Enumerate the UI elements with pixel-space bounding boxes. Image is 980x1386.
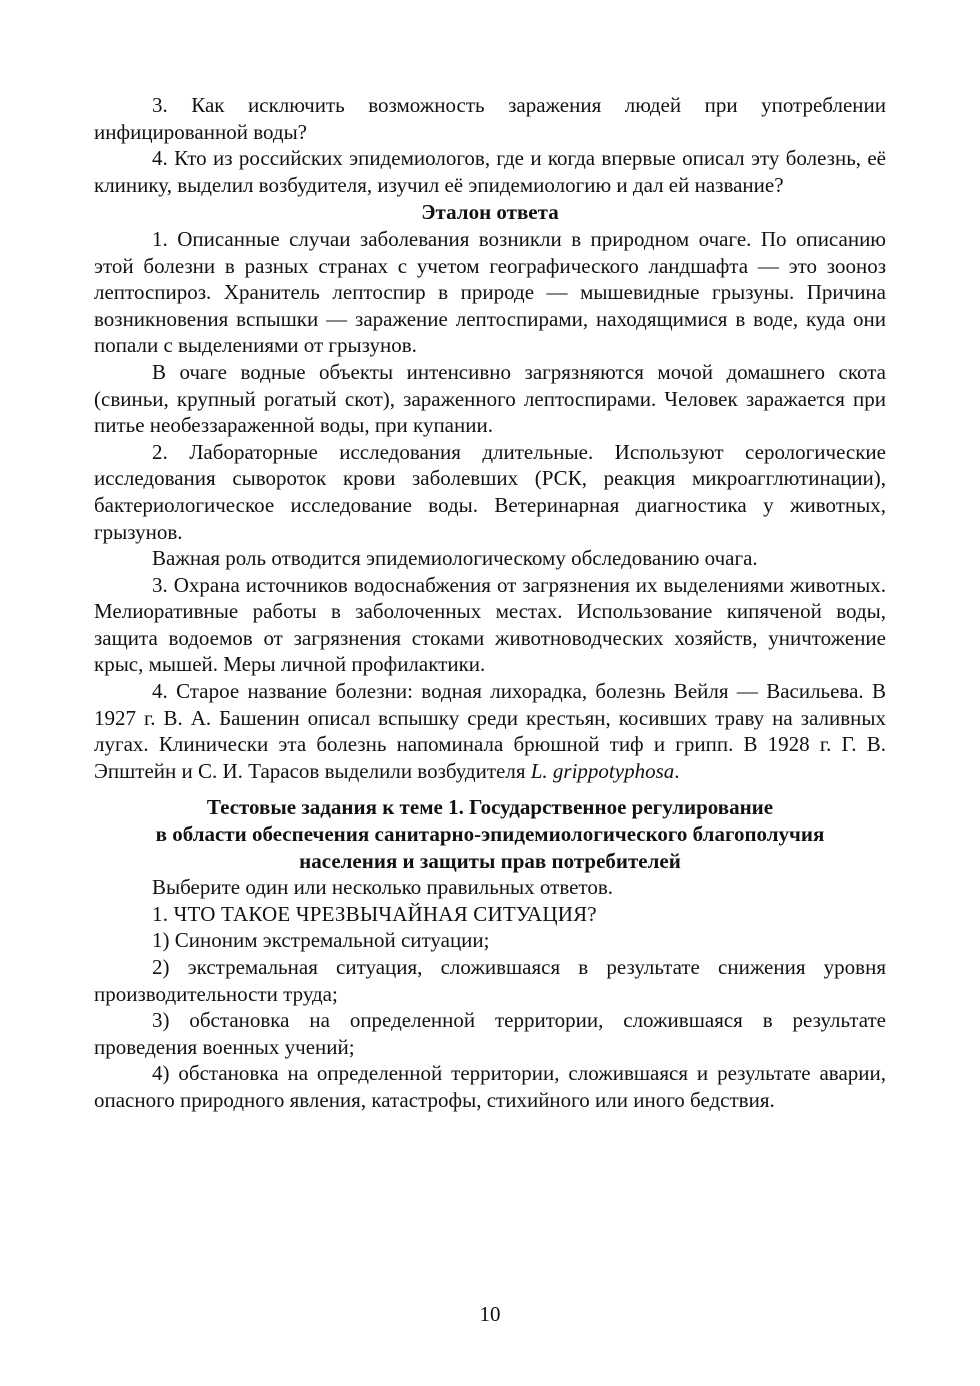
answer-paragraph-4: Важная роль отводится эпидемиологическому обследованию очага. (152, 546, 758, 571)
question-4: 4. Кто из российских эпидемиологов, где и когда впервые описал эту болезнь, её клинику, выделил возбудителя, изучил её эпидемиологию и дал ей название? (94, 146, 886, 197)
page-number: 10 (479, 1302, 501, 1326)
test-instruction: Выберите один или несколько правильных ответов. (152, 875, 613, 900)
answer-paragraph-2: В очаге водные объекты интенсивно загрязняются мочой домашнего скота (свиньи, крупный рогатый скот), зараженного лептоспирами. Человек заражается при питье необеззараженной воды, при купании. (94, 359, 886, 438)
answer-heading: Эталон ответа (421, 200, 559, 225)
pathogen-name: L. grippotyphosa (530, 758, 675, 783)
answer-paragraph-6-end: . (674, 758, 680, 783)
answer-paragraph-6 (94, 678, 886, 784)
answer-option-1: 1) Синоним экстремальной ситуации; (152, 928, 490, 953)
test-heading-line-3: населения и защиты прав потребителей (299, 848, 681, 873)
test-question-1: 1. ЧТО ТАКОЕ ЧРЕЗВЫЧАЙНАЯ СИТУАЦИЯ? (152, 901, 597, 926)
question-3: 3. Как исключить возможность заражения людей при употреблении инфицированной воды? (94, 93, 886, 144)
answer-paragraph-3: 2. Лабораторные исследования длительные. Используют серологические исследования сывороток крови заболевших (РСК, реакция микроагглютинации), бактериологическое исследование воды. Ветеринарная диагностика у животных, грызунов. (94, 439, 886, 544)
test-heading-line-2: в области обеспечения санитарно-эпидемиологического благополучия (155, 822, 825, 847)
answer-paragraph-1: 1. Описанные случаи заболевания возникли в природном очаге. По описанию этой болезни в разных странах с учетом географического ландшафта — это зооноз лептоспироз. Хранитель лептоспир в природе — мышевидные грызуны. Причина возникновения вспышки — заражение лептоспирами, находящимися в воде, куда они попали с выделениями от грызунов. (94, 226, 886, 358)
answer-paragraph-6-text: 4. Старое название болезни: водная лихорадка, болезнь Вейля — Васильева. В 1927 г. В. А. Башенин описал вспышку среди крестьян, косивших траву на заливных лугах. Клинически эта болезнь напоминала брюшной тиф и грипп. В 1928 г. Г. В. Эпштейн и С. И. Тарасов выделили возбудителя (94, 679, 886, 783)
answer-option-4: 4) обстановка на определенной территории, сложившаяся и результате аварии, опасного природного явления, катастрофы, стихийного или иного бедствия. (94, 1061, 886, 1112)
answer-option-2: 2) экстремальная ситуация, сложившаяся в результате снижения уровня производительности труда; (94, 955, 886, 1006)
test-heading-line-1: Тестовые задания к теме 1. Государственное регулирование (206, 795, 774, 820)
page-content (94, 92, 886, 1114)
answer-paragraph-5: 3. Охрана источников водоснабжения от загрязнения их выделениями животных. Мелиоративные работы в заболоченных местах. Использование кипяченой воды, защита водоемов от загрязнения стоками животноводческих хозяйств, уничтожение крыс, мышей. Меры личной профилактики. (94, 572, 886, 677)
test-heading (94, 794, 886, 874)
answer-option-3: 3) обстановка на определенной территории, сложившаяся в результате проведения военных учений; (94, 1008, 886, 1059)
